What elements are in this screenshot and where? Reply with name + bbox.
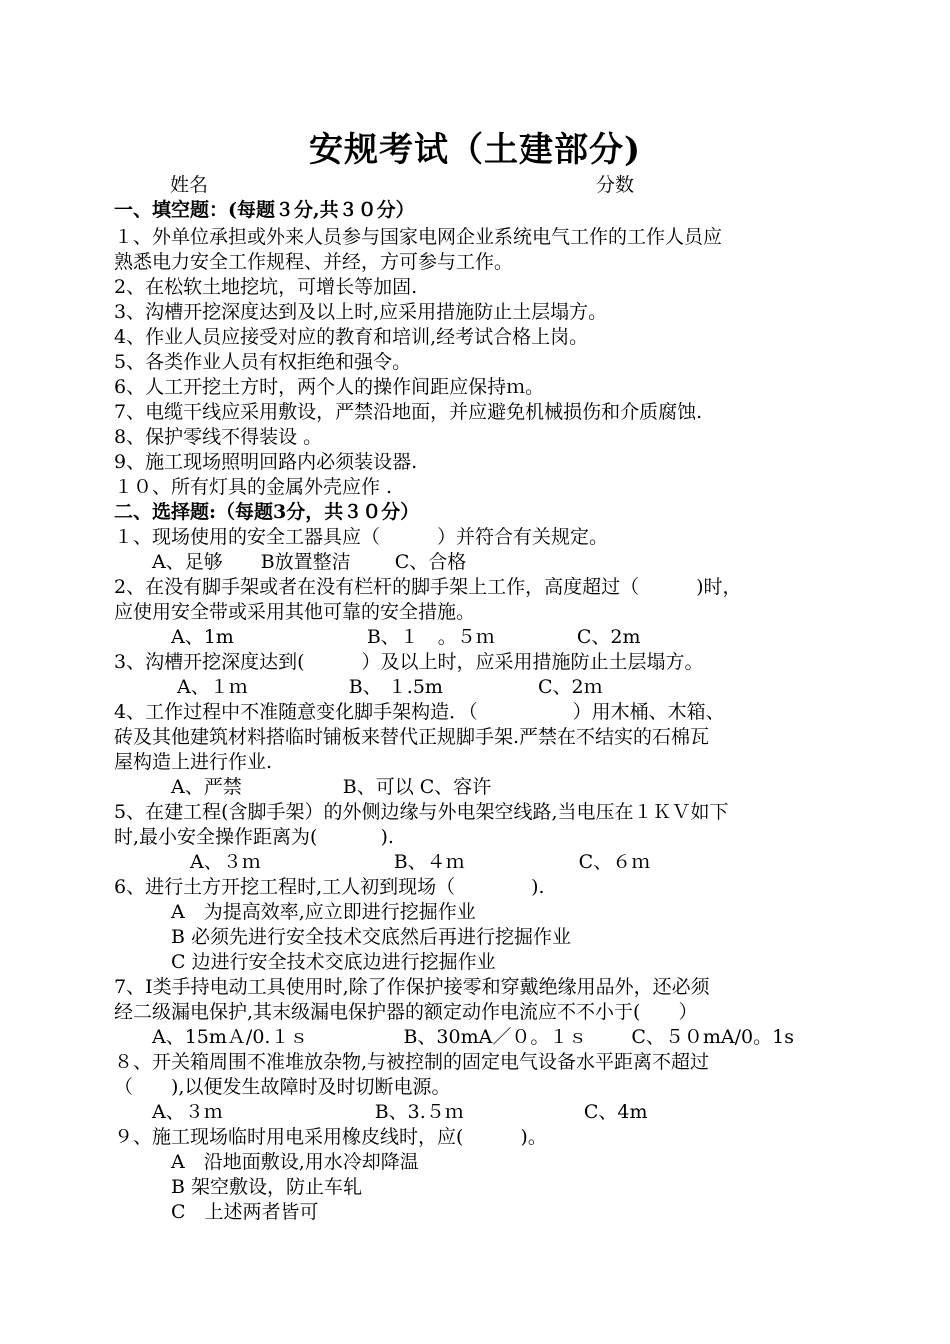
exam-line: ９、施工现场临时用电采用橡皮线时，应( )。 bbox=[114, 1126, 547, 1148]
section-heading: 二、选择题:（每题3分，共３０分） bbox=[114, 501, 420, 523]
exam-line: C 边进行安全技术交底边进行挖掘作业 bbox=[114, 951, 496, 973]
exam-line: A、３ｍ B、3.５ｍ C、4m bbox=[114, 1101, 648, 1123]
exam-line: A、足够 B放置整洁 C、合格 bbox=[114, 551, 467, 573]
exam-line: A、３ｍ B、４ｍ C、６ｍ bbox=[114, 851, 651, 873]
exam-line: A、严禁 B、可以 C、容许 bbox=[114, 776, 492, 798]
exam-line: 3、沟槽开挖深度达到及以上时,应采用措施防止土层塌方。 bbox=[114, 301, 608, 323]
exam-line: B 架空敷设，防止车轧 bbox=[114, 1176, 363, 1198]
page-title: 安规考试（土建部分) bbox=[308, 130, 642, 170]
exam-line: A、15mＡ/0.１ｓ B、30mA／０。１ｓ C、５０mA/0。1s bbox=[114, 1026, 794, 1048]
exam-line: A、1m B、１ 。５ｍ C、2m bbox=[114, 626, 641, 648]
exam-line: ８、开关箱周围不准堆放杂物,与被控制的固定电气设备水平距离不超过 bbox=[114, 1051, 710, 1073]
score-label: 分数 bbox=[596, 174, 635, 196]
exam-line: 屋构造上进行作业. bbox=[114, 751, 273, 773]
exam-line: 5、各类作业人员有权拒绝和强令。 bbox=[114, 351, 412, 373]
exam-line: A 沿地面敷设,用水冷却降温 bbox=[114, 1151, 419, 1173]
exam-line: 应使用安全带或采用其他可靠的安全措施。 bbox=[114, 601, 476, 623]
exam-line: １、现场使用的安全工器具应（ ）并符合有关规定。 bbox=[114, 526, 609, 548]
exam-line: A、１ｍ B、 １.5m C、2ｍ bbox=[114, 676, 603, 698]
name-label: 姓名 bbox=[170, 174, 209, 196]
section-heading: 一、填空题：(每题３分,共３０分） bbox=[114, 199, 415, 221]
exam-line: 8、保护零线不得装设 。 bbox=[114, 426, 323, 448]
exam-line: 7、I类手持电动工具使用时,除了作保护接零和穿戴绝缘用品外，还必须 bbox=[114, 976, 710, 998]
exam-line: 6、进行土方开挖工程时,工人初到现场（ ). bbox=[114, 876, 545, 898]
exam-line: １、外单位承担或外来人员参与国家电网企业系统电气工作的工作人员应 bbox=[114, 226, 723, 248]
exam-line: 经二级漏电保护,其末级漏电保护器的额定动作电流应不不小于( ） bbox=[114, 1001, 698, 1023]
exam-line: 5、在建工程(含脚手架）的外侧边缘与外电架空线路,当电压在１ＫＶ如下 bbox=[114, 801, 729, 823]
exam-line: 3、沟槽开挖深度达到( ）及以上时，应采用措施防止土层塌方。 bbox=[114, 651, 704, 673]
exam-line: B 必须先进行安全技术交底然后再进行挖掘作业 bbox=[114, 926, 572, 948]
exam-line: C 上述两者皆可 bbox=[114, 1201, 319, 1223]
exam-line: 4、作业人员应接受对应的教育和培训,经考试合格上岗。 bbox=[114, 326, 589, 348]
exam-line: 2、在松软土地挖坑，可增长等加固. bbox=[114, 276, 418, 298]
exam-line: 2、在没有脚手架或者在没有栏杆的脚手架上工作，高度超过（ )时， bbox=[114, 576, 742, 598]
exam-line: 砖及其他建筑材料搭临时铺板来替代正规脚手架.严禁在不结实的石棉瓦 bbox=[114, 726, 710, 748]
exam-line: 7、电缆干线应采用敷设，严禁沿地面，并应避免机械损伤和介质腐蚀. bbox=[114, 401, 703, 423]
exam-line: 9、施工现场照明回路内必须装设器. bbox=[114, 451, 418, 473]
exam-line: 6、人工开挖土方时，两个人的操作间距应保持ｍ。 bbox=[114, 376, 545, 398]
exam-line: 4、工作过程中不准随意变化脚手架构造．（ ）用木桶、木箱、 bbox=[114, 701, 725, 723]
exam-line: （ ),以便发生故障时及时切断电源。 bbox=[114, 1076, 451, 1098]
exam-line: 熟悉电力安全工作规程、并经，方可参与工作。 bbox=[114, 251, 514, 273]
exam-line: 时,最小安全操作距离为( ). bbox=[114, 826, 394, 848]
exam-line: A 为提高效率,应立即进行挖掘作业 bbox=[114, 901, 476, 923]
exam-line: １０、所有灯具的金属外壳应作 . bbox=[114, 476, 393, 498]
